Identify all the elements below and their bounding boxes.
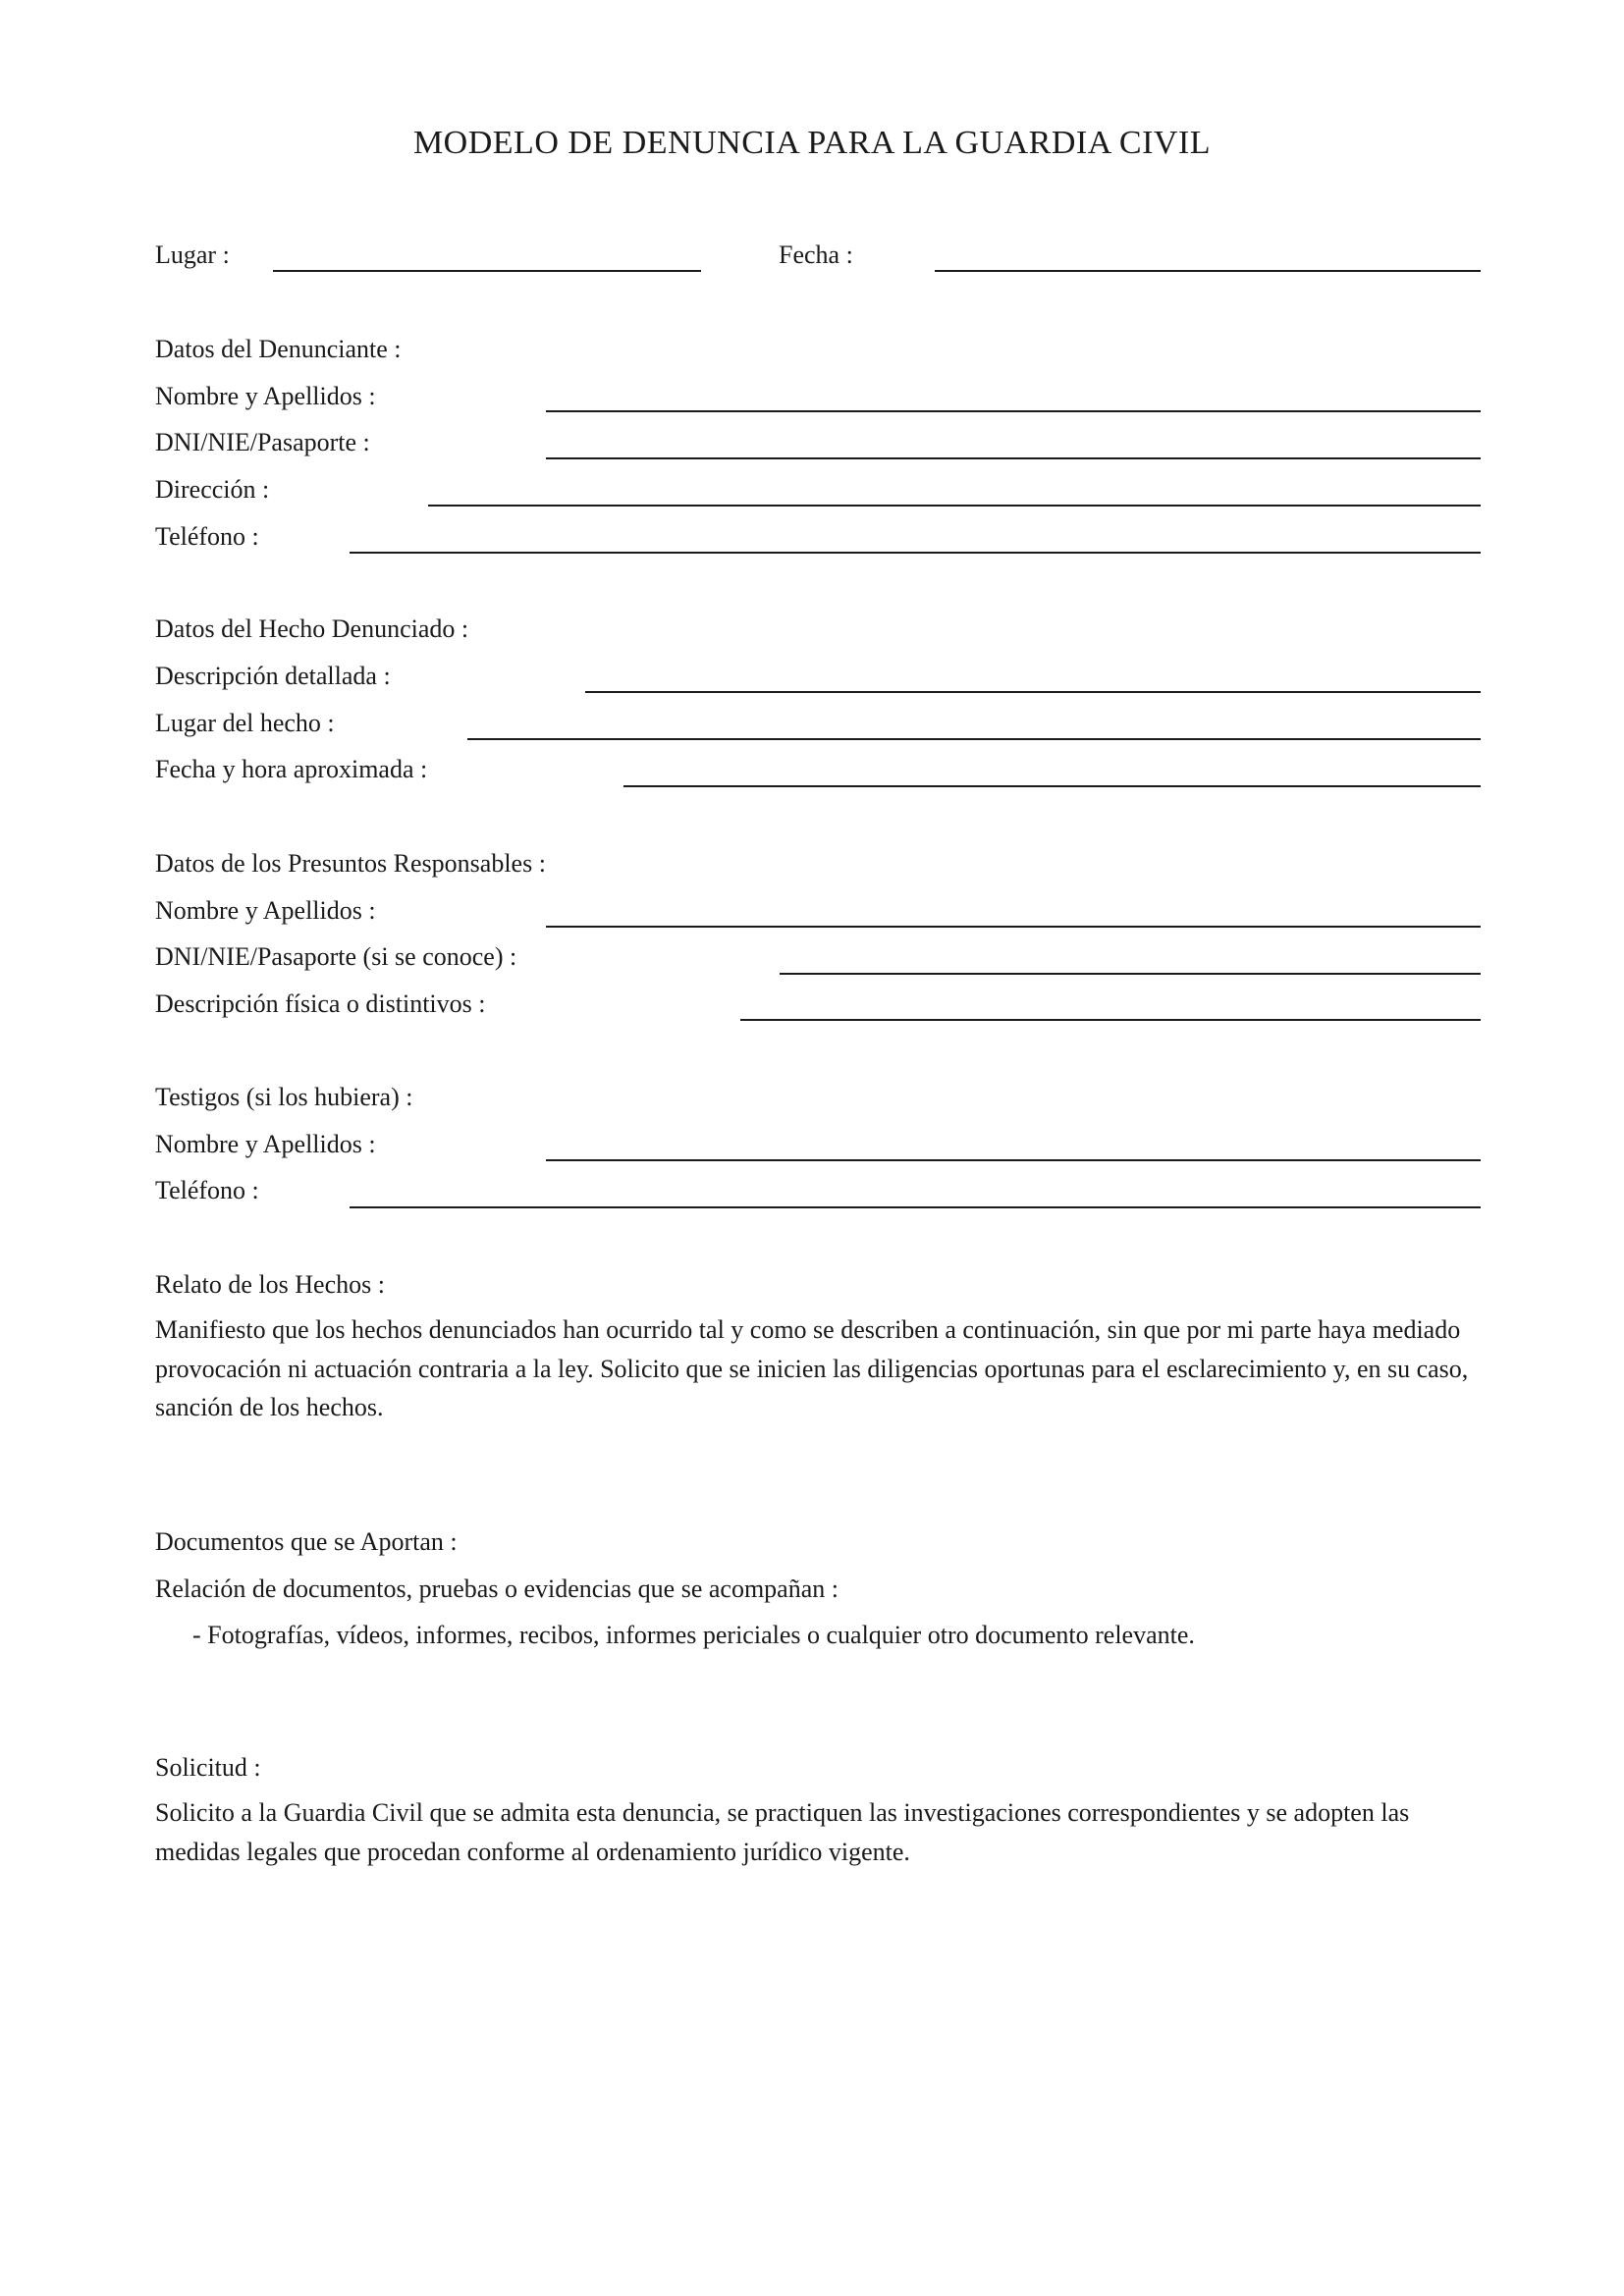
responsables-descripcion-label: Descripción física o distintivos : — [155, 989, 486, 1018]
fecha-label: Fecha : — [779, 240, 853, 269]
testigos-telefono-field[interactable] — [350, 1206, 1481, 1208]
testigos-nombre-field[interactable] — [546, 1159, 1481, 1161]
responsables-dni-label: DNI/NIE/Pasaporte (si se conoce) : — [155, 942, 517, 971]
denunciante-nombre-field[interactable] — [546, 410, 1481, 412]
testigos-nombre-label: Nombre y Apellidos : — [155, 1130, 376, 1158]
denunciante-dni-field[interactable] — [546, 457, 1481, 459]
hecho-lugar-label: Lugar del hecho : — [155, 709, 335, 737]
hecho-fecha-label: Fecha y hora aproximada : — [155, 755, 428, 783]
lugar-field[interactable] — [273, 270, 701, 272]
denunciante-heading: Datos del Denunciante : — [155, 335, 402, 363]
documentos-intro: Relación de documentos, pruebas o evidencias que se acompañan : — [155, 1575, 839, 1603]
denunciante-telefono-label: Teléfono : — [155, 522, 259, 551]
denunciante-nombre-label: Nombre y Apellidos : — [155, 382, 376, 410]
denunciante-dni-label: DNI/NIE/Pasaporte : — [155, 428, 370, 456]
responsables-nombre-field[interactable] — [546, 926, 1481, 928]
hecho-lugar-field[interactable] — [467, 738, 1481, 740]
relato-text: Manifiesto que los hechos denunciados han ocurrido tal y como se describen a continuación, sin que por mi parte haya mediado provocación ni actuación contraria a la ley. Solicito que se inicien las diligencias oportunas para el esclarecimiento y, en su caso, sanción de los hechos. — [155, 1315, 1469, 1421]
responsables-nombre-label: Nombre y Apellidos : — [155, 896, 376, 925]
document-title: MODELO DE DENUNCIA PARA LA GUARDIA CIVIL — [412, 125, 1212, 161]
documentos-list-item: - Fotografías, vídeos, informes, recibos, informes periciales o cualquier otro documento relevante. — [192, 1621, 1195, 1649]
hecho-fecha-field[interactable] — [623, 785, 1481, 787]
denunciante-direccion-label: Dirección : — [155, 475, 270, 504]
responsables-descripcion-field[interactable] — [740, 1019, 1481, 1021]
solicitud-text: Solicito a la Guardia Civil que se admita esta denuncia, se practiquen las investigaciones correspondientes y se adopten las medidas legales que procedan conforme al ordenamiento jurídico vigente. — [155, 1798, 1410, 1866]
hecho-descripcion-label: Descripción detallada : — [155, 662, 391, 690]
relato-heading: Relato de los Hechos : — [155, 1270, 385, 1299]
responsables-dni-field[interactable] — [780, 973, 1481, 975]
hecho-heading: Datos del Hecho Denunciado : — [155, 614, 469, 643]
denunciante-telefono-field[interactable] — [350, 552, 1481, 554]
solicitud-heading: Solicitud : — [155, 1753, 261, 1782]
fecha-field[interactable] — [935, 270, 1481, 272]
lugar-label: Lugar : — [155, 240, 230, 269]
hecho-descripcion-field[interactable] — [585, 691, 1481, 693]
responsables-heading: Datos de los Presuntos Responsables : — [155, 849, 546, 878]
documentos-heading: Documentos que se Aportan : — [155, 1527, 458, 1556]
testigos-heading: Testigos (si los hubiera) : — [155, 1083, 413, 1111]
denunciante-direccion-field[interactable] — [428, 505, 1481, 507]
testigos-telefono-label: Teléfono : — [155, 1176, 259, 1204]
